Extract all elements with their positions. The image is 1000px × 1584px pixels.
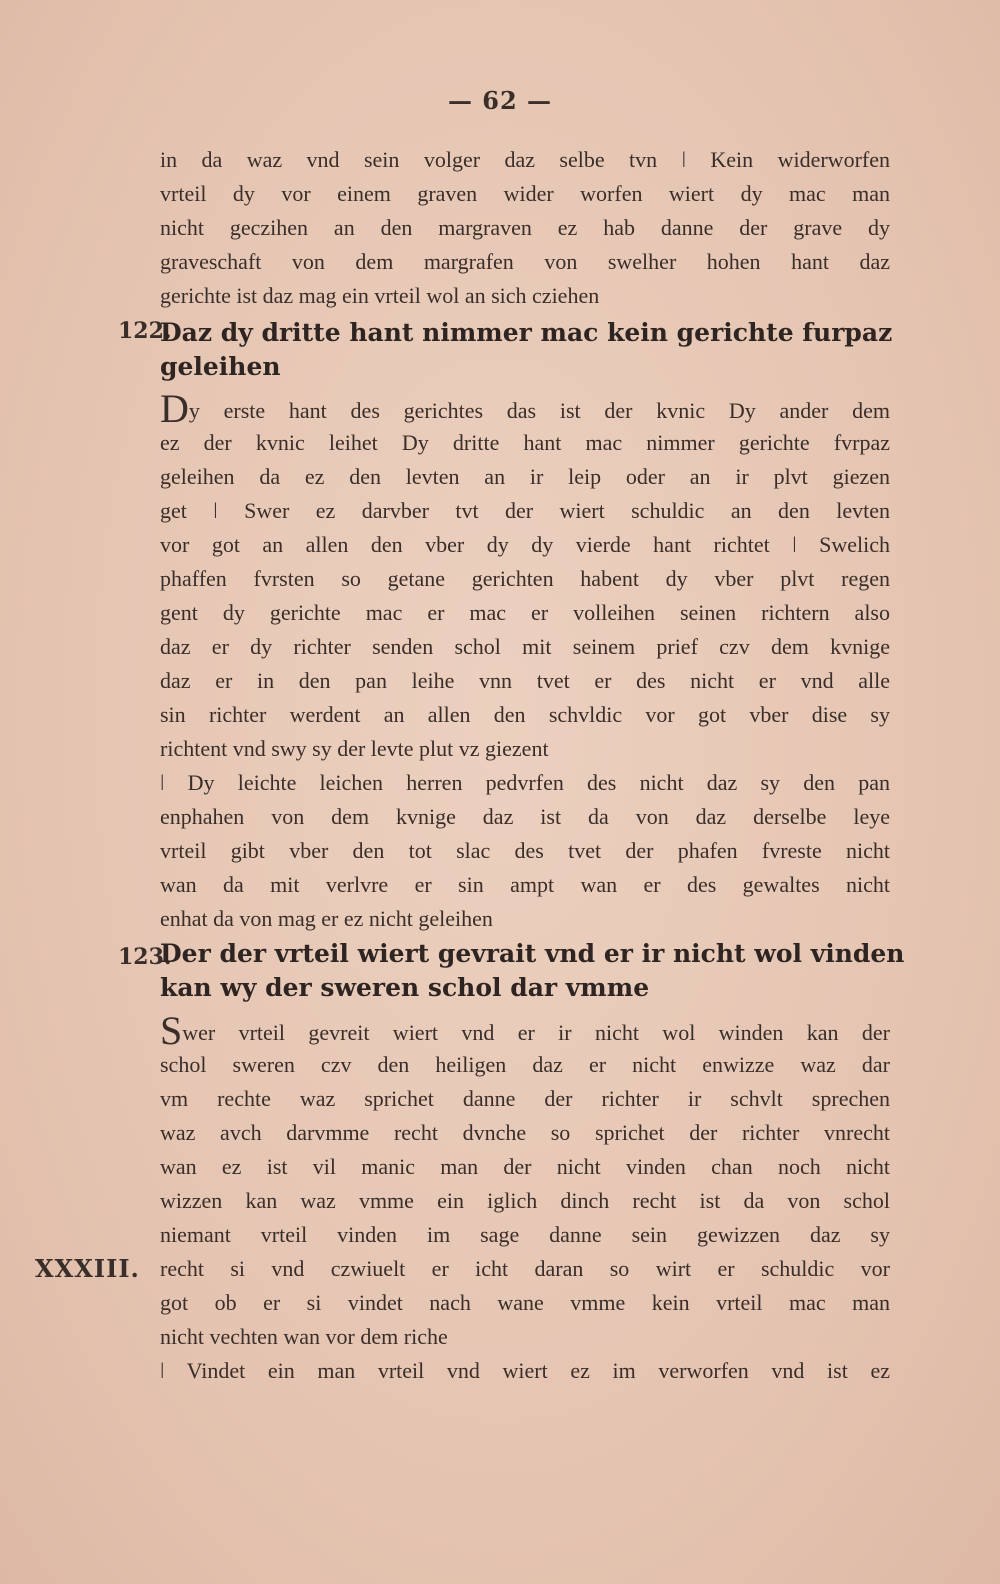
text-line: phaffen fvrsten so getane gerichten habent dy vber plvt regen [160, 566, 890, 591]
section-number-123: 123. [118, 944, 172, 970]
text-line: nicht geczihen an den margraven ez hab danne der grave dy [160, 215, 890, 240]
section-123-heading [160, 937, 905, 1005]
text-line: Dy erste hant des gerichtes das ist der kvnic Dy ander dem [160, 386, 890, 431]
text-line: wan ez ist vil manic man der nicht vinden chan noch nicht [160, 1154, 890, 1179]
section-heading-line: Daz dy dritte hant nimmer mac kein gerichte furpaz [160, 318, 893, 347]
section-122-heading [160, 316, 893, 384]
text-line: wan da mit verlvre er sin ampt wan er des gewaltes nicht [160, 872, 890, 897]
text-line: ez der kvnic leihet Dy dritte hant mac nimmer gerichte fvrpaz [160, 430, 890, 455]
text-line: gent dy gerichte mac er mac er volleihen seinen richtern also [160, 600, 890, 625]
text-line: nicht vechten wan vor dem riche [160, 1324, 448, 1349]
text-line: niemant vrteil vinden im sage danne sein gewizzen daz sy [160, 1222, 890, 1247]
text-line: recht si vnd czwiuelt er icht daran so wirt er schuldic vor [160, 1256, 890, 1281]
drop-initial: S [160, 1008, 183, 1053]
drop-initial: D [160, 386, 189, 431]
text-line: vm rechte waz sprichet danne der richter ir schvlt sprechen [160, 1086, 890, 1111]
section-heading-line: kan wy der sweren schol dar vmme [160, 973, 650, 1002]
text-line: graveschaft von dem margrafen von swelher hohen hant daz [160, 249, 890, 274]
text-line: in da waz vnd sein volger daz selbe tvn ǀ Kein widerworfen [160, 147, 890, 172]
chapter-roman-numeral: XXXIII. [35, 1254, 140, 1283]
text-line: schol sweren czv den heiligen daz er nicht enwizze waz dar [160, 1052, 890, 1077]
page-number: — 62 — [447, 86, 553, 115]
text-line: ǀ Vindet ein man vrteil vnd wiert ez im verworfen vnd ist ez [160, 1358, 890, 1383]
text-line: Swer vrteil gevreit wiert vnd er ir nicht wol winden kan der [160, 1008, 890, 1053]
text-line: sin richter werdent an allen den schvldic vor got vber dise sy [160, 702, 890, 727]
text-line: gerichte ist daz mag ein vrteil wol an sich cziehen [160, 283, 600, 308]
text-line: enphahen von dem kvnige daz ist da von daz derselbe leye [160, 804, 890, 829]
text-line: wizzen kan waz vmme ein iglich dinch recht ist da von schol [160, 1188, 890, 1213]
text-line: geleihen da ez den levten an ir leip oder an ir plvt giezen [160, 464, 890, 489]
paragraph-continued [160, 143, 890, 313]
text-line: got ob er si vindet nach wane vmme kein vrteil mac man [160, 1290, 890, 1315]
text-line: daz er in den pan leihe vnn tvet er des nicht er vnd alle [160, 668, 890, 693]
text-line: ǀ Dy leichte leichen herren pedvrfen des nicht daz sy den pan [160, 770, 890, 795]
section-123-body [160, 1008, 890, 1388]
section-heading-line: geleihen [160, 352, 281, 381]
text-line: richtent vnd swy sy der levte plut vz giezent [160, 736, 549, 761]
section-heading-line: Der der vrteil wiert gevrait vnd er ir nicht wol vinden [160, 939, 905, 968]
text-line: vor got an allen den vber dy dy vierde hant richtet ǀ Swelich [160, 532, 890, 557]
text-line: daz er dy richter senden schol mit seinem prief czv dem kvnige [160, 634, 890, 659]
section-122-body [160, 386, 890, 936]
text-line: vrteil dy vor einem graven wider worfen wiert dy mac man [160, 181, 890, 206]
text-line: waz avch darvmme recht dvnche so sprichet der richter vnrecht [160, 1120, 890, 1145]
text-line: enhat da von mag er ez nicht geleihen [160, 906, 493, 931]
text-line: vrteil gibt vber den tot slac des tvet der phafen fvreste nicht [160, 838, 890, 863]
section-number-122: 122. [118, 318, 172, 344]
text-line: get ǀ Swer ez darvber tvt der wiert schuldic an den levten [160, 498, 890, 523]
